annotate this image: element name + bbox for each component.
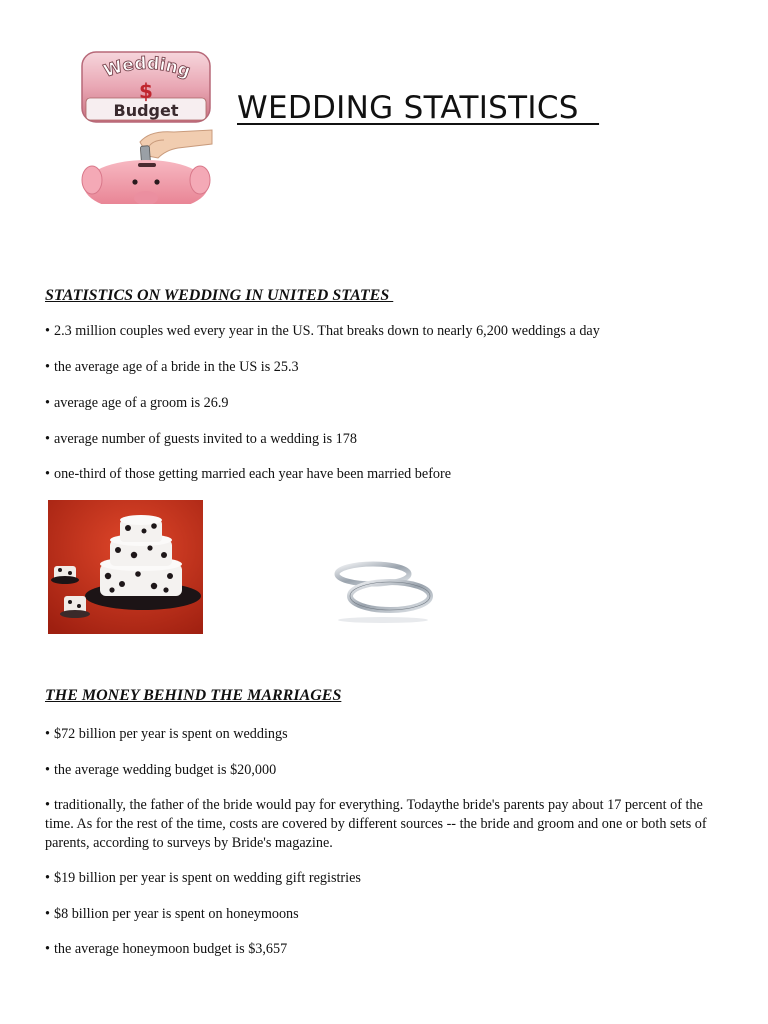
- bullet-icon: •: [45, 797, 50, 813]
- list-item: • $8 billion per year is spent on honeymoons: [45, 906, 299, 922]
- list-item: • the average wedding budget is $20,000: [45, 762, 277, 778]
- list-item: • the average honeymoon budget is $3,657: [45, 941, 288, 957]
- bullet-icon: •: [45, 941, 50, 957]
- list-item: • $19 billion per year is spent on wedding gift registries: [45, 870, 361, 886]
- list-item: • $72 billion per year is spent on weddings: [45, 726, 288, 742]
- bullet-icon: •: [45, 395, 50, 411]
- list-item: • traditionally, the father of the bride would pay for everything. Todaythe bride's parents pay about 17 percent of the time. As for the rest of the time, costs are covered by different sources -- the bride and groom and one or both sets of parents, according to surveys by Bride's magazine.: [45, 797, 707, 851]
- bullet-icon: •: [45, 431, 50, 447]
- list-item: • average age of a groom is 26.9: [45, 395, 229, 411]
- list-item: • the average age of a bride in the US is 25.3: [45, 359, 299, 375]
- logo-budget-text: Budget: [113, 101, 179, 120]
- wedding-budget-logo-icon: [78, 48, 214, 212]
- logo-dollar-symbol: $: [139, 79, 153, 103]
- section-heading-statistics: STATISTICS ON WEDDING IN UNITED STATES: [45, 287, 394, 304]
- section-heading-money: THE MONEY BEHIND THE MARRIAGES: [45, 687, 342, 704]
- bullet-icon: •: [45, 762, 50, 778]
- wedding-cake-photo: [48, 500, 203, 634]
- bullet-icon: •: [45, 323, 50, 339]
- list-item: • average number of guests invited to a wedding is 178: [45, 431, 357, 447]
- list-item: • one-third of those getting married each year have been married before: [45, 466, 452, 482]
- bullet-icon: •: [45, 359, 50, 375]
- bullet-icon: •: [45, 870, 50, 886]
- bullet-icon: •: [45, 906, 50, 922]
- document-title: WEDDING STATISTICS: [237, 90, 600, 126]
- bullet-icon: •: [45, 466, 50, 482]
- list-item: • 2.3 million couples wed every year in the US. That breaks down to nearly 6,200 weddings a day: [45, 323, 600, 339]
- wedding-rings-photo: [318, 548, 448, 626]
- bullet-icon: •: [45, 726, 50, 742]
- logo-wedding-text: Wedding: [101, 53, 193, 83]
